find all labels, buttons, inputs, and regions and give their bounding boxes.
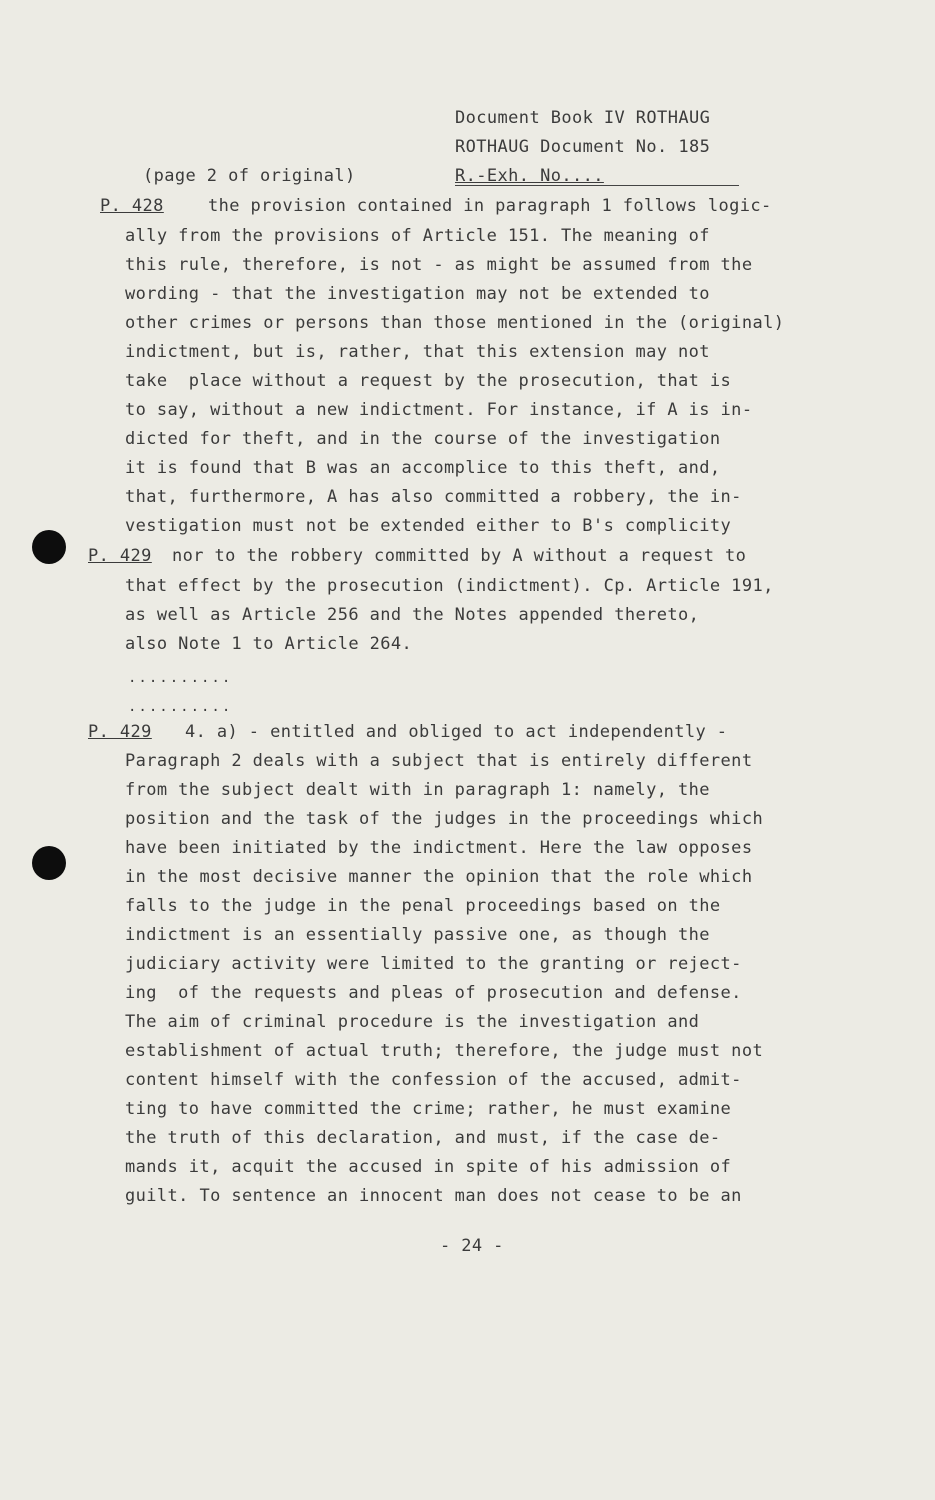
page-of-original-note: (page 2 of original) xyxy=(143,166,356,186)
paragraph-line: guilt. To sentence an innocent man does not cease to be an xyxy=(125,1186,742,1206)
paragraph-line: that effect by the prosecution (indictment). Cp. Article 191, xyxy=(125,576,774,596)
paragraph-line: it is found that B was an accomplice to this theft, and, xyxy=(125,458,721,478)
paragraph-line: establishment of actual truth; therefore, the judge must not xyxy=(125,1041,764,1061)
paragraph-line: mands it, acquit the accused in spite of his admission of xyxy=(125,1157,732,1177)
punch-hole xyxy=(32,530,66,564)
paragraph-line: that, furthermore, A has also committed a robbery, the in- xyxy=(125,487,742,507)
page-reference-429: P. 429 xyxy=(88,546,152,566)
paragraph-line: other crimes or persons than those mentioned in the (original) xyxy=(125,313,785,333)
paragraph-line: wording - that the investigation may not be extended to xyxy=(125,284,710,304)
paragraph-line: dicted for theft, and in the course of the investigation xyxy=(125,429,721,449)
paragraph-line: take place without a request by the prosecution, that is xyxy=(125,371,732,391)
paragraph-line: content himself with the confession of the accused, admit- xyxy=(125,1070,742,1090)
ellipsis-row: .......... xyxy=(128,670,233,686)
exhibit-number: R.-Exh. No.... xyxy=(455,166,604,186)
paragraph-line: have been initiated by the indictment. Here the law opposes xyxy=(125,838,753,858)
paragraph-line: The aim of criminal procedure is the investigation and xyxy=(125,1012,700,1032)
page-reference-428: P. 428 xyxy=(100,196,164,216)
paragraph-line: ing of the requests and pleas of prosecution and defense. xyxy=(125,983,742,1003)
paragraph-line: as well as Article 256 and the Notes appended thereto, xyxy=(125,605,700,625)
paragraph-line: nor to the robbery committed by A without a request to xyxy=(172,546,747,566)
header-document-number: ROTHAUG Document No. 185 xyxy=(455,137,711,157)
page-reference-429: P. 429 xyxy=(88,722,152,742)
paragraph-line: falls to the judge in the penal proceedings based on the xyxy=(125,896,721,916)
paragraph-line: ting to have committed the crime; rather, he must examine xyxy=(125,1099,732,1119)
paragraph-line: in the most decisive manner the opinion that the role which xyxy=(125,867,753,887)
paragraph-line: indictment, but is, rather, that this extension may not xyxy=(125,342,710,362)
paragraph-line: ally from the provisions of Article 151. The meaning of xyxy=(125,226,710,246)
exhibit-rule xyxy=(455,185,739,186)
paragraph-line: judiciary activity were limited to the granting or reject- xyxy=(125,954,742,974)
paragraph-line: indictment is an essentially passive one, as though the xyxy=(125,925,710,945)
header-document-book: Document Book IV ROTHAUG xyxy=(455,108,711,128)
paragraph-line: position and the task of the judges in the proceedings which xyxy=(125,809,764,829)
paragraph-line: Paragraph 2 deals with a subject that is entirely different xyxy=(125,751,753,771)
ellipsis-row: .......... xyxy=(128,699,233,715)
paragraph-line: also Note 1 to Article 264. xyxy=(125,634,413,654)
paragraph-line: this rule, therefore, is not - as might be assumed from the xyxy=(125,255,753,275)
paragraph-line: the truth of this declaration, and must, if the case de- xyxy=(125,1128,721,1148)
paragraph-line: vestigation must not be extended either to B's complicity xyxy=(125,516,732,536)
paragraph-line: 4. a) - entitled and obliged to act independently - xyxy=(185,722,728,742)
punch-hole xyxy=(32,846,66,880)
page-number: - 24 - xyxy=(440,1236,504,1256)
paragraph-line: to say, without a new indictment. For instance, if A is in- xyxy=(125,400,753,420)
paragraph-line: the provision contained in paragraph 1 follows logic- xyxy=(208,196,772,216)
paragraph-line: from the subject dealt with in paragraph 1: namely, the xyxy=(125,780,710,800)
